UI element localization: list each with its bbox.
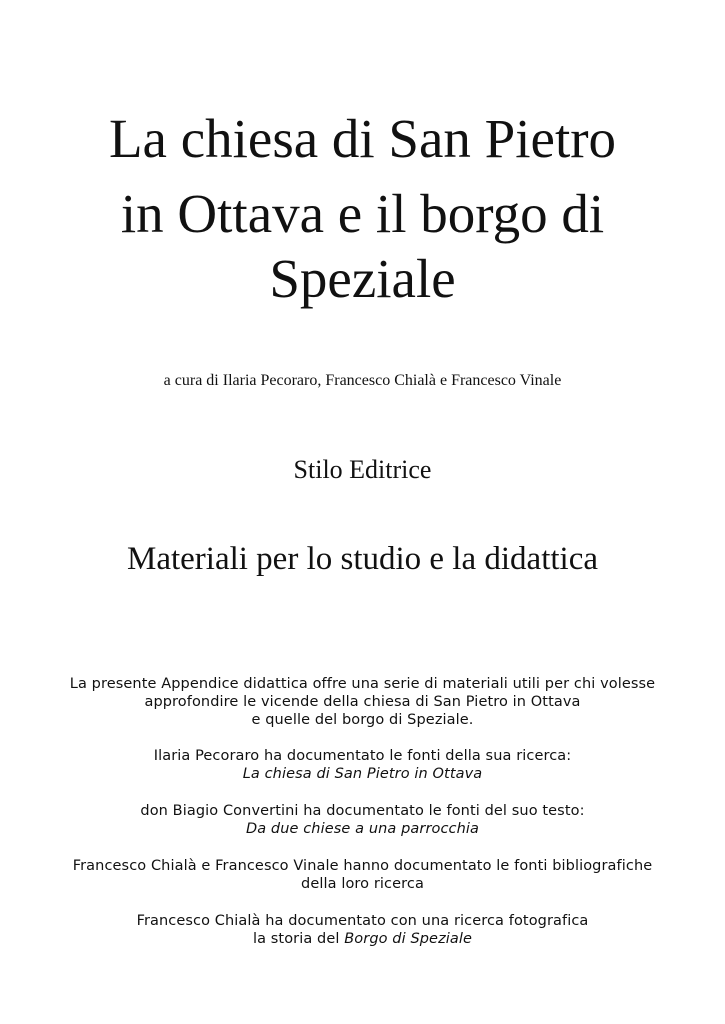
title-line-2: in Ottava e il borgo di — [120, 183, 605, 244]
pecoraro-paragraph — [20, 747, 705, 783]
intro-paragraph — [20, 675, 705, 729]
chiala-line-2 — [20, 930, 705, 948]
chiala-paragraph — [20, 912, 705, 948]
publisher-name: Stilo Editrice — [293, 455, 432, 484]
intro-line-1: La presente Appendice didattica offre una serie di materiali utili per chi volesse — [69, 676, 656, 692]
title-line-1: La chiesa di San Pietro — [108, 108, 617, 169]
intro-line-3: e quelle del borgo di Speziale. — [251, 712, 474, 728]
title-line-3: Speziale — [269, 248, 456, 309]
chiala-line-1: Francesco Chialà ha documentato con una ricerca fotografica — [136, 913, 589, 929]
intro-line-2: approfondire le vicende della chiesa di San Pietro in Ottava — [144, 694, 581, 710]
series-title: Materiali per lo studio e la didattica — [126, 541, 598, 577]
chiala-line-2-prefix: la storia del — [252, 931, 340, 947]
chiala-work-title: Borgo di Speziale — [344, 931, 473, 947]
convertini-paragraph — [20, 802, 705, 838]
convertini-work-title: Da due chiese a una parrocchia — [245, 821, 480, 837]
pecoraro-line: Ilaria Pecoraro ha documentato le fonti della sua ricerca: — [153, 748, 572, 764]
chiala-vinale-paragraph — [20, 857, 705, 893]
chiala-vinale-line-1: Francesco Chialà e Francesco Vinale hanno documentato le fonti bibliografiche — [72, 858, 653, 874]
curators-credit: a cura di Ilaria Pecoraro, Francesco Chialà e Francesco Vinale — [163, 372, 562, 389]
convertini-line: don Biagio Convertini ha documentato le fonti del suo testo: — [140, 803, 585, 819]
pecoraro-work-title: La chiesa di San Pietro in Ottava — [242, 766, 483, 782]
chiala-vinale-line-2: della loro ricerca — [301, 876, 424, 892]
